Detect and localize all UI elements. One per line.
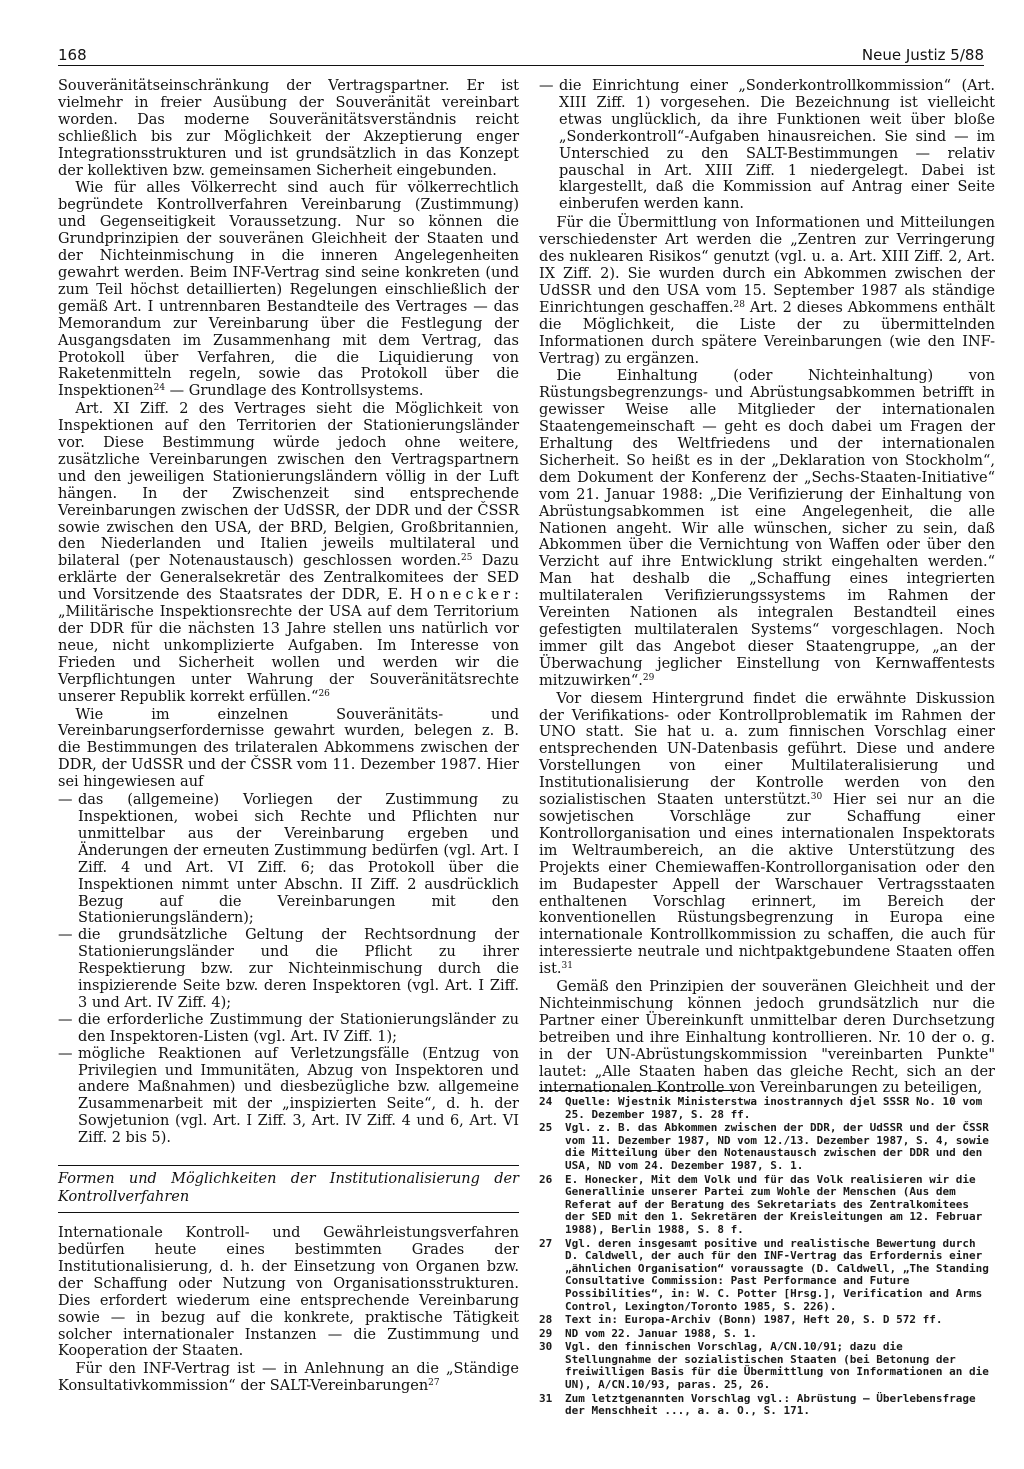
paragraph: Die Einhaltung (oder Nichteinhaltung) von Rüstungsbegrenzungs- und Abrüstungsabkommen betrifft in gewisser Weise alle Mitglieder der internationalen Staatengemeinschaft — geht es doch dabei um Fragen der Erhaltung des Weltfriedens und der internationalen Sicherheit. So heißt es in der „Deklaration von Stockholm“, dem Dokument der Konferenz der „Sechs-Staaten-Initiative“ vom 21. Januar 1988: „Die Verifizierung der Einhaltung von Abrüstungsabkommen ist eine Angelegenheit, die alle Nationen angeht. Wir alle wünschen, sicher zu sein, daß Abkommen über die Vernichtung von Waffen oder über den Verzicht auf ihre Entwicklung strikt eingehalten werden.“ Man hat deshalb die „Schaffung eines integrierten multilateralen Verifizierungssystems im Rahmen der Vereinten Nationen als integralen Bestandteil eines gefestigten multilateralen Systems“ vorgeschlagen. Noch immer gilt das Angebot dieser Staatengruppe, „an der Überwachung jeglicher Einstellung von Kernwaffentests mitzuwirken“.$^{29}$ xyxy=(539,368,995,689)
footnote-ref: 29 xyxy=(642,672,655,683)
footnote: 26 E. Honecker, Mit dem Volk und für das Volk realisieren wir die Generallinie unserer Partei zum Wohle der Menschen (Aus dem Referat auf der Beratung des Sekretariats des Zentralkomitees der SED mit den 1. Sekretären der Kreisleitungen am 12. Februar 1988), Berlin 1988, S. 8 f. xyxy=(539,1172,983,1236)
footnotes xyxy=(539,1096,995,1419)
footnote-ref: 26 xyxy=(318,688,330,699)
footnote: 24 Quelle: Wjestnik Ministerstwa inostrannych djel SSSR No. 10 vom 25. Dezember 1987, S. 28 ff. xyxy=(539,1095,983,1121)
paragraph: Für die Übermittlung von Informationen und Mitteilungen verschiedenster Art werden die „Zentren zur Verringerung des nuklearen Risikos“ genutzt (vgl. u. a. Art. XIII Ziff. 2, Art. IX Ziff. 2). Sie wurden durch ein Abkommen zwischen der UdSSR und den USA vom 15. September 1987 als ständige Einrichtungen geschaffen.$^{28}$ Art. 2 dieses Abkommens enthält die Möglichkeit, die Liste der zu übermittelnden Informationen durch spätere Vereinbarungen (wie den INF-Vertrag) zu ergänzen. xyxy=(539,215,995,367)
section-heading: Formen und Möglichkeiten der Institutionalisierung der Kontrollverfahren xyxy=(58,1165,519,1213)
footnote: 28 Text in: Europa-Archiv (Bonn) 1987, Heft 20, S. D 572 ff. xyxy=(539,1313,943,1327)
footnote: 25 Vgl. z. B. das Abkommen zwischen der DDR, der UdSSR und der ČSSR vom 11. Dezember 1987, ND vom 12./13. Dezember 1987, S. 4, sowie die Mitteilung über den Notenaustausch zwischen der DDR und den USA, ND vom 24. Dezember 1987, S. 1. xyxy=(539,1121,989,1172)
right-column xyxy=(539,78,995,1098)
page-number: 168 xyxy=(58,46,87,64)
list-item: — die erforderliche Zustimmung der Stationierungsländer zu den Inspektoren-Listen (vgl. Art. IV Ziff. 1); xyxy=(58,1011,519,1045)
footnote-ref: 31 xyxy=(561,961,573,972)
paragraph: Vor diesem Hintergrund findet die erwähnte Diskussion der Verifikations- oder Kontrollproblematik im Rahmen der UNO statt. Sie hat u. a. zum finnischen Vorschlag einer entsprechenden UN-Datenbasis geführt. Diese und andere Vorstellungen von einer Multilateralisierung und Institutionalisierung der Kontrolle werden von den sozialistischen Staaten unterstützt.$^{30}$ Hier sei nur an die sowjetischen Vorschläge zur Schaffung einer Kontrollorganisation und eines internationalen Inspektorats im Weltraumbereich, an die aktive Unterstützung des Projekts einer Chemiewaffen-Kontrollorganisation oder den im Budapester Appell der Warschauer Vertragsstaaten enthaltenen Vorschlag erinnert, im Bereich der konventionellen Rüstungsbegrenzung in Europa eine internationale Kontrollkommission zu schaffen, die auch für interessierte neutrale und nichtpaktgebundene Staaten offen ist.$^{31}$ xyxy=(539,690,996,978)
footnote-ref: 28 xyxy=(733,299,745,310)
list-item: — das (allgemeine) Vorliegen der Zustimmung zu Inspektionen, wobei sich Rechte und Pflichten nur unmittelbar aus der Vereinbarung ergeben und Änderungen der erneuten Zustimmung bedürfen (vgl. Art. I Ziff. 4 und Art. VI Ziff. 6; das Protokoll über die Inspektionen nimmt unter Abschn. II Ziff. 2 ausdrücklich Bezug auf die Vereinbarungen mit den Stationierungsländern); xyxy=(58,792,519,927)
footnote: 27 Vgl. deren insgesamt positive und realistische Bewertung durch D. Caldwell, der auch für den INF-Vertrag das Erfordernis einer „ähnlichen Organisation“ voraussagte (D. Caldwell, „The Standing Consultative Commission: Past Performance and Future Possibilities“, in: W. C. Potter [Hrsg.], Verification and Arms Control, Lexington/Toronto 1985, S. 226). xyxy=(539,1236,989,1313)
paragraph: Für den INF-Vertrag ist — in Anlehnung an die „Ständige Konsultativkommission“ der SALT-Vereinbarungen$^{27}$ xyxy=(58,1361,519,1395)
footnote-ref: 24 xyxy=(153,383,166,394)
list-item: — die Einrichtung einer „Sonderkontrollkommission“ (Art. XIII Ziff. 1) vorgesehen. Die Bezeichnung ist vielleicht etwas unglücklich, da ihre Funktionen weit über bloße „Sonderkontroll“-Aufgaben hinausreichen. Sie sind — im Unterschied zu den SALT-Bestimmungen — relativ pauschal in Art. XIII Ziff. 1 niedergelegt. Dabei ist klargestellt, daß die Kommission auf Antrag einer Seite einberufen werden kann. xyxy=(539,78,995,213)
dash-list xyxy=(539,78,995,213)
author-name: Honecker xyxy=(409,587,515,604)
paragraph: Souveränitätseinschränkung der Vertragspartner. Er ist vielmehr in freier Ausübung der Souveränität vereinbart worden. Das moderne Souveränitätsverständnis reicht schließlich bis zur Möglichkeit der Akzeptierung enger Integrationsstrukturen und ist grundsätzlich in das Konzept der kollektiven bzw. gemeinsamen Sicherheit eingebunden. xyxy=(58,78,519,179)
paragraph: Wie im einzelnen Souveränitäts- und Vereinbarungserfordernisse gewahrt wurden, belegen z. B. die Bestimmungen des trilateralen Abkommens zwischen der DDR, der UdSSR und der ČSSR vom 11. Dezember 1987. Hier sei hingewiesen auf xyxy=(58,706,519,791)
footnote-rule xyxy=(539,1090,739,1091)
footnote: 31 Zum letztgenannten Vorschlag vgl.: Abrüstung — Überlebensfrage der Menschheit ..., a. a. O., S. 171. xyxy=(539,1391,976,1418)
paragraph: Art. XI Ziff. 2 des Vertrages sieht die Möglichkeit von Inspektionen auf den Territorien der Stationierungsländer vor. Diese Bestimmung würde jedoch ohne weitere, zusätzliche Vereinbarungen zwischen den Vertragspartnern und den jeweiligen Stationierungsländern völlig in der Luft hängen. In der Zwischenzeit sind entsprechende Vereinbarungen zwischen der UdSSR, der DDR und der ČSSR sowie zwischen den USA, der BRD, Belgien, Großbritannien, den Niederlanden und Italien jeweils multilateral und bilateral (per Notenaustausch) geschlossen worden.$^{25}$ Dazu erklärte der Generalsekretär des Zentralkomitees der SED und Vorsitzende des Staatsrates der DDR, E. Honecker: „Militärische Inspektionsrechte der USA auf dem Territorium der DDR für die nächsten 13 Jahre stellen uns natürlich vor neue, nicht unkomplizierte Aufgaben. Im Interesse von Frieden und Sicherheit wollen und werden wir die Verpflichtungen unter Wahrung der Souveränitätsrechte unserer Republik korrekt erfüllen.“$^{26}$ xyxy=(58,401,519,705)
page-header xyxy=(58,46,984,68)
paragraph: Wie für alles Völkerrecht sind auch für völkerrechtlich begründete Kontrollverfahren Vereinbarung (Zustimmung) und Gegenseitigkeit Voraussetzung. Nur so können die Grundprinzipien der souveränen Gleichheit der Staaten und der Nichteinmischung in die inneren Angelegenheiten gewahrt werden. Beim INF-Vertrag sind seine konkreten (und zum Teil höchst detaillierten) Regelungen einschließlich der gemäß Art. I untrennbaren Bestandteile des Vertrages — das Memorandum zur Vereinbarung über die Festlegung der Ausgangsdaten im Zusammenhang mit dem Vertrag, das Protokoll über Verfahren, die die Liquidierung von Raketenmitteln regeln, sowie das Protokoll über die Inspektionen$^{24}$ — Grundlage des Kontrollsystems. xyxy=(58,180,519,400)
paragraph: Internationale Kontroll- und Gewährleistungsverfahren bedürfen heute eines bestimmten Grades der Institutionalisierung, d. h. der Einsetzung von Organen bzw. der Schaffung oder Nutzung von Organisationsstrukturen. Dies erfordert wiederum eine entsprechende Vereinbarung sowie — in bezug auf die konkrete, praktische Tätigkeit solcher internationaler Instanzen — die Zustimmung und Kooperation der Staaten. xyxy=(58,1225,519,1360)
dash-list xyxy=(58,792,519,1147)
list-item: — mögliche Reaktionen auf Verletzungsfälle (Entzug von Privilegien und Immunitäten, Abzug von Inspektoren und andere Maßnahmen) und diesbezügliche bzw. allgemeine Zusammenarbeit mit der „inspizierten Seite“, d. h. der Sowjetunion (vgl. Art. I Ziff. 3, Art. IV Ziff. 4 und 6, Art. VI Ziff. 2 bis 5). xyxy=(58,1045,519,1147)
list-item: — die grundsätzliche Geltung der Rechtsordnung der Stationierungsländer und die Pflicht zu ihrer Respektierung bzw. zur Nichteinmischung durch die inspizierende Seite bzw. deren Inspektoren (vgl. Art. I Ziff. 3 und Art. IV Ziff. 4); xyxy=(58,927,519,1011)
footnote-ref: 30 xyxy=(810,792,823,803)
header-rule xyxy=(58,65,984,66)
left-column xyxy=(58,78,519,1396)
paragraph: Gemäß den Prinzipien der souveränen Gleichheit und der Nichteinmischung können jedoch grundsätzlich nur die Partner einer Übereinkunft unmittelbar deren Durchsetzung betreiben und ihre Einhaltung kontrollieren. Nr. 10 der o. g. in der UN-Abrüstungskommission "vereinbarten Punkte" lautet: „Alle Staaten haben das gleiche Recht, sich an der internationalen Kontrolle von Vereinbarungen zu beteiligen, xyxy=(539,979,995,1097)
footnote-ref: 27 xyxy=(428,1378,440,1389)
journal-issue: Neue Justiz 5/88 xyxy=(861,46,984,64)
footnote: 29 ND vom 22. Januar 1988, S. 1. xyxy=(539,1326,758,1340)
footnote: 30 Vgl. den finnischen Vorschlag, A/CN.10/91; dazu die Stellungnahme der sozialistischen Staaten (bei Betonung der freiwilligen Basis für die Übermittlung von Informationen an die UN), A/CN.10/93, paras. 25, 26. xyxy=(539,1340,989,1392)
footnote-ref: 25 xyxy=(461,553,473,564)
